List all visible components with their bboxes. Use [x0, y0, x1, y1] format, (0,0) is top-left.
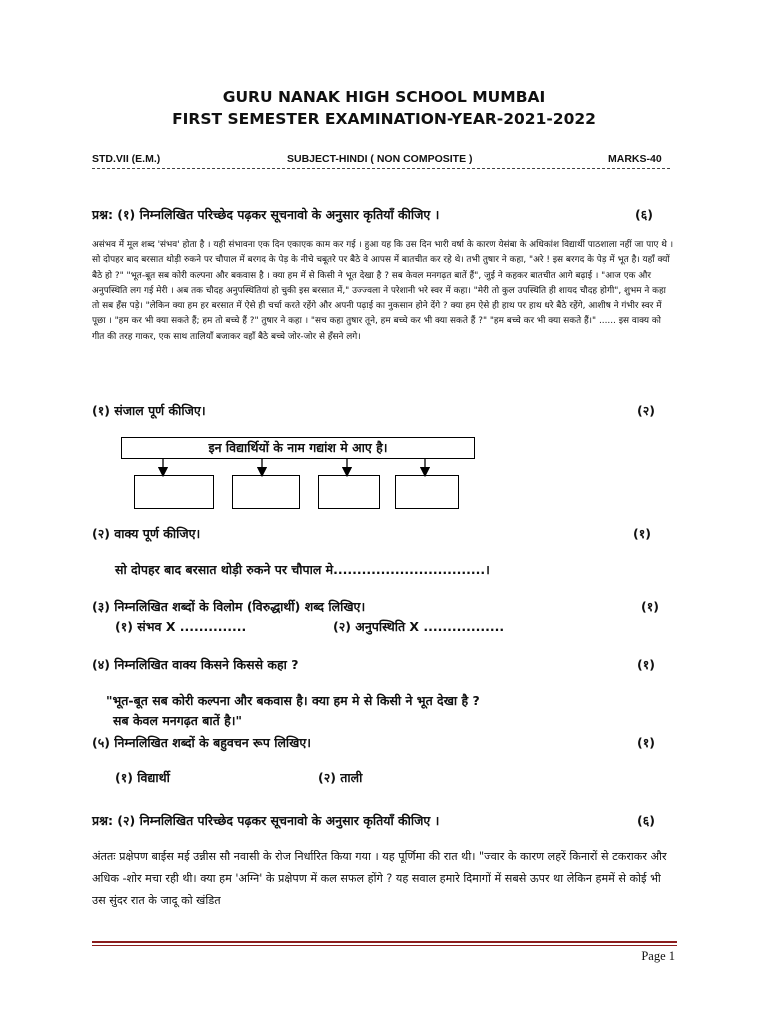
q1-sub2-sentence: सो दोपहर बाद बरसात थोड़ी रुकने पर चौपाल मे................................। [115, 562, 490, 577]
q1-sub2-marks: (१) [633, 526, 651, 541]
answer-box-4[interactable] [395, 475, 459, 509]
q1-sub3-label: (३) निम्नलिखित शब्दों के विलोम (विरुद्धार्थी) शब्द लिखिए। [92, 599, 366, 614]
marks-label: MARKS-40 [608, 153, 662, 165]
q1-sub1-marks: (२) [637, 403, 655, 418]
answer-box-2[interactable] [232, 475, 300, 509]
q1-sub5-marks: (१) [637, 735, 655, 750]
answer-box-1[interactable] [134, 475, 214, 509]
q2-passage: अंततः प्रक्षेपण बाईस मई उन्नीस सौ नवासी के रोज निर्धारित किया गया । यह पूर्णिमा की रात थी। "ज्वार के कारण लहरें किनारों से टकराकर और अधिक -शोर मचा रही थी। क्या हम 'अग्नि' के प्रक्षेपण में कल सफल होंगे ? यह सवाल हमारे दिमागों में सबसे ऊपर था लेकिन हममें से कोई भी उस सुंदर रात के जादू को खंडित [92, 850, 667, 907]
q1-sub4-quote-line1: "भूत-बूत सब कोरी कल्पना और बकवास है। क्या हम मे से किसी ने भूत देखा है ? [106, 693, 480, 708]
q1-sub5-item2: (२) ताली [318, 770, 363, 785]
q1-heading: प्रश्न: (१) निम्नलिखित परिच्छेद पढ़कर सूचनावो के अनुसार कृतियाँ कीजिए । [92, 207, 440, 222]
q1-sub3-marks: (१) [641, 599, 659, 614]
q1-marks: (६) [635, 207, 653, 222]
q1-sub1-label: (१) संजाल पूर्ण कीजिए। [92, 403, 206, 418]
q1-sub3-item2: (२) अनुपस्थिति X ................. [333, 619, 505, 634]
standard-label: STD.VII (E.M.) [92, 153, 161, 165]
q1-sub2-label: (२) वाक्य पूर्ण कीजिए। [92, 526, 201, 541]
q1-sub5-label: (५) निम्नलिखित शब्दों के बहुवचन रूप लिखिए। [92, 735, 312, 750]
page-number: Page 1 [641, 949, 675, 963]
q1-sub4-quote-line2: सब केवल मनगढ़त बातें है।" [113, 713, 243, 728]
school-name: GURU NANAK HIGH SCHOOL MUMBAI [222, 88, 546, 106]
web-diagram-header-text: इन विद्यार्थियों के नाम गद्यांश मे आए है। [208, 440, 388, 455]
q1-sub4-label: (४) निम्नलिखित वाक्य किसने किससे कहा ? [92, 657, 299, 672]
q1-sub4-marks: (१) [637, 657, 655, 672]
q2-heading: प्रश्न: (२) निम्नलिखित परिच्छेद पढ़कर सूचनावो के अनुसार कृतियाँ कीजिए । [92, 813, 440, 828]
q1-sub5-item1: (१) विद्यार्थी [115, 770, 170, 785]
q2-marks: (६) [637, 813, 655, 828]
footer-rule [92, 941, 677, 943]
answer-box-3[interactable] [318, 475, 380, 509]
q1-sub3-item1: (१) संभव X .............. [115, 619, 247, 634]
subject-label: SUBJECT-HINDI ( NON COMPOSITE ) [287, 153, 473, 165]
q1-passage: असंभव में मूल शब्द 'संभव' होता है । यही संभावना एक दिन एकाएक काम कर गई । हुआ यह कि उस दिन भारी वर्षा के कारण येसंबा के अधिकांश विद्यार्थी पाठशाला नहीं जा पाए थे । सो दोपहर बाद बरसात थोड़ी रुकने पर चौपाल में बरगद के पेड़ के नीचे चबूतरे पर बैठे वे आपस में बातचीत कर रहे थे। तभी तुषार ने कहा, "अरे ! इस बरगद के पेड़ में भूत है। यहाँ क्यों बैठे हो ?" "भूत-बूत सब कोरी कल्पना और बकवास है । क्या हम में से किसी ने भूत देखा है ? सब केवल मनगढ़त बातें हैं", जुई ने कहकर बातचीत आगे बढ़ाई । "आज एक और अनुपस्थिति लग गई मेरी । अब तक चौदह अनुपस्थितियां हो चुकी इस बरसात में," उज्ज्वला ने परेशानी भरे स्वर में कहा। "मेरी तो कुल उपस्थिति ही शायद चौदह होगी", शुभम ने कहा तो सब हँस पड़े। "लेकिन क्या हम हर बरसात में ऐसे ही चर्चा करते रहेंगे और अपनी पढ़ाई का नुकसान होने देंगे ? क्या हम ऐसे ही हाथ पर हाथ धरे बैठे रहेंगे, आशीष ने गंभीर स्वर में पूछा । "हम कर भी क्या सकते हैं; हम तो बच्चे हैं ?" तुषार ने कहा । "सच कहा तुषार तूने, हम बच्चे कर भी क्या सकते हैं ?" "हम बच्चे कर भी क्या सकते हैं।" ...... इस वाक्य को गीत की तरह गाकर, एक साथ तालियाँ बजाकर वहाँ बैठे बच्चे जोर-जोर से हँसने लगे। [92, 240, 674, 342]
exam-title: FIRST SEMESTER EXAMINATION-YEAR-2021-2022 [172, 110, 596, 128]
footer-rule-thin [92, 945, 677, 946]
